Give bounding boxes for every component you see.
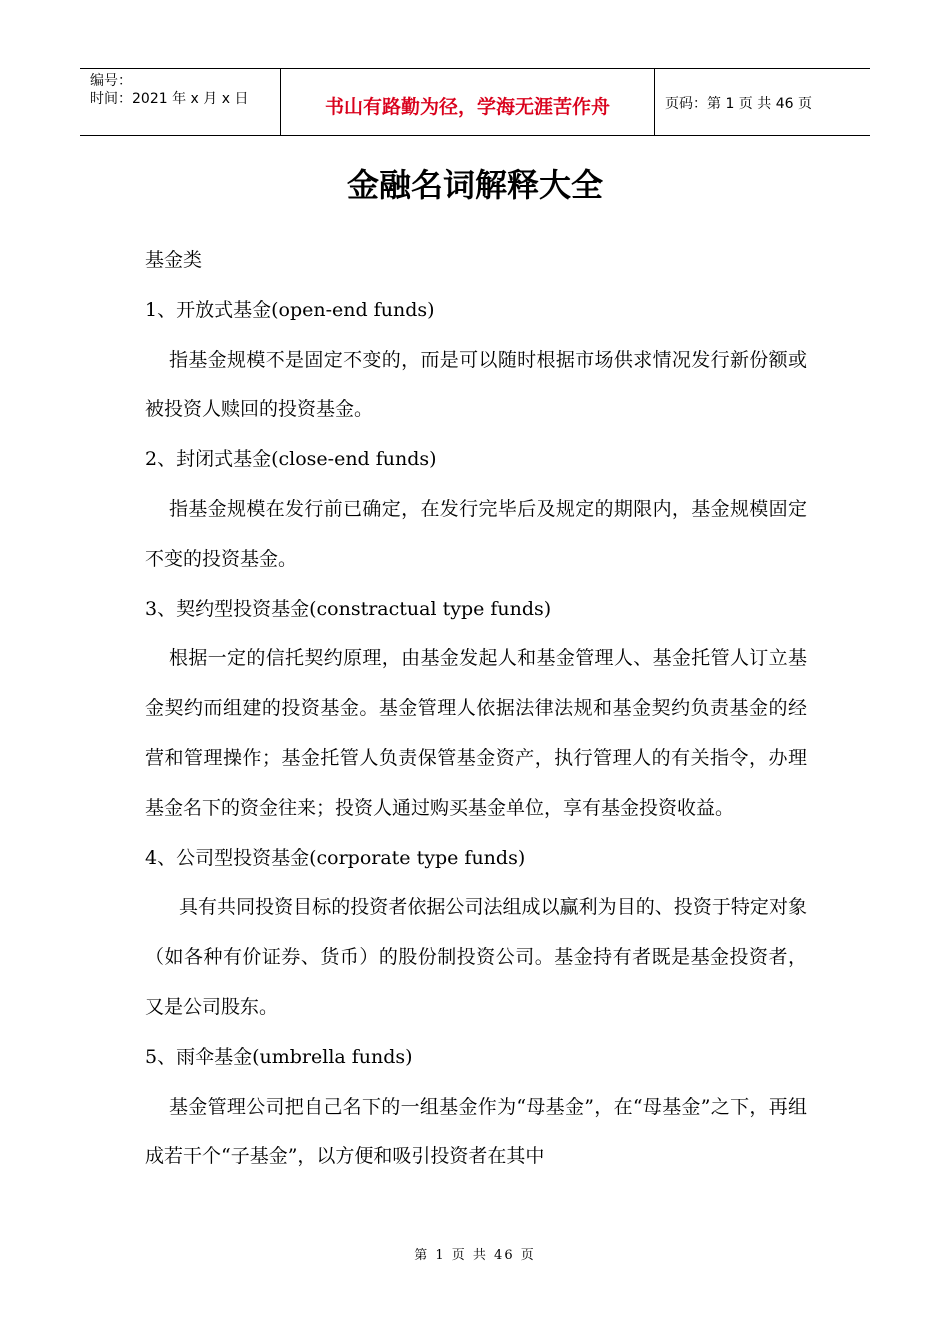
number-label: 编号： <box>90 73 132 89</box>
item-heading: 2、封闭式基金(close-end funds) <box>145 448 437 471</box>
item-heading: 5、雨伞基金(umbrella funds) <box>145 1045 413 1068</box>
page-footer: 第 1 页 共 46 页 <box>414 1248 536 1263</box>
item-heading: 1、开放式基金(open-end funds) <box>145 298 435 321</box>
item-body: 根据一定的信托契约原理，由基金发起人和基金管理人、基金托管人订立基金契约而组建的投资基金。基金管理人依据法律法规和基金契约负责基金的经营和管理操作；基金托管人负责保管基金资产，执行管理人的有关指令，办理基金名下的资金往来；投资人通过购买基金单位，享有基金投资收益。 <box>145 647 807 819</box>
time-label: 时间：2021 年 x 月 x 日 <box>90 91 249 107</box>
item-body: 基金管理公司把自己名下的一组基金作为“母基金”，在“母基金”之下，再组成若干个“子基金”，以方便和吸引投资者在其中 <box>145 1095 807 1168</box>
header-page-info: 页码：第 1 页 共 46 页 <box>665 96 812 112</box>
item-body: 指基金规模在发行前已确定，在发行完毕后及规定的期限内，基金规模固定不变的投资基金。 <box>145 497 807 570</box>
document-body <box>145 236 807 1182</box>
header-motto: 书山有路勤为径，学海无涯苦作舟 <box>281 69 655 135</box>
header-meta <box>80 69 281 135</box>
item-heading: 3、契约型投资基金(constractual type funds) <box>145 597 552 620</box>
document-title: 金融名词解释大全 <box>346 166 603 204</box>
item-heading: 4、公司型投资基金(corporate type funds) <box>145 846 526 869</box>
item-body: 具有共同投资目标的投资者依据公司法组成以赢利为目的、投资于特定对象（如各种有价证券、货币）的股份制投资公司。基金持有者既是基金投资者，又是公司股东。 <box>145 896 807 1018</box>
document-header <box>80 68 870 136</box>
item-body: 指基金规模不是固定不变的，而是可以随时根据市场供求情况发行新份额或被投资人赎回的投资基金。 <box>145 348 807 421</box>
section-heading: 基金类 <box>145 249 203 271</box>
